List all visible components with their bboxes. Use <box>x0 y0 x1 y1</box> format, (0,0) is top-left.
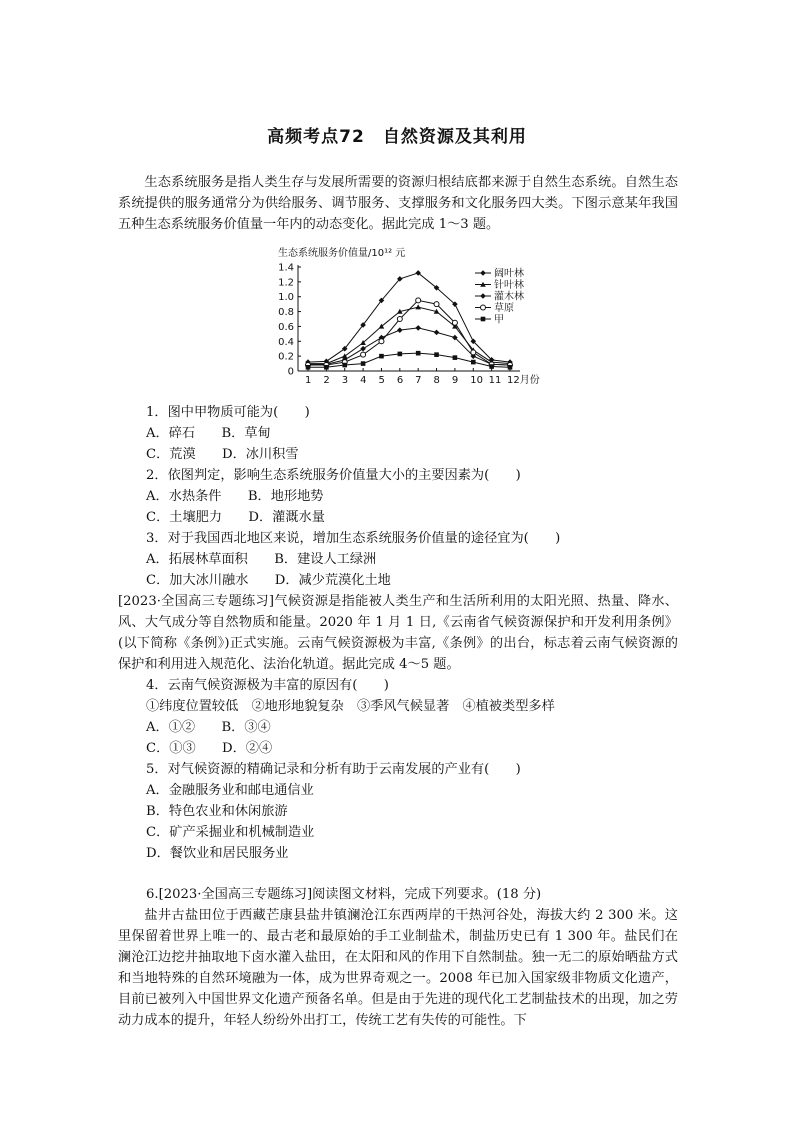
chart-title: 生态系统服务价值量/10¹² 元 <box>278 248 406 259</box>
q4-statements: ①纬度位置较低 ②地形地貌复杂 ③季风气候显著 ④植被类型多样 <box>146 699 555 714</box>
q3-stem: 3．对于我国西北地区来说，增加生态系统服务价值量的途径宜为( ) <box>146 531 561 546</box>
legend-label: 草原 <box>494 303 514 314</box>
service-value-chart <box>270 243 560 393</box>
q5-option-c: C．矿产采掘业和机械制造业 <box>146 825 315 840</box>
x-tick-label: 8 <box>433 375 440 386</box>
intro-paragraph-2: [2023·全国高三专题练习]气候资源是指能被人类生产和生活所利用的太阳光照、热量、降水、风、大气成分等自然物质和能量。2020 年 1 月 1 日,《云南省气候资源保护和开发利用条例》(以下简称《条例》)正式实施。云南气候资源极为丰富,《条例》的出台，标志着云南气候资源的保护和利用进入规范化、法治化轨道。据此完成 4～5 题。 <box>118 594 678 672</box>
x-tick-label: 12月份 <box>507 375 540 386</box>
y-tick-label: 0.8 <box>278 307 294 319</box>
y-tick-label: 1.0 <box>278 292 294 304</box>
q4-options-cd: C．①③ D．②④ <box>146 741 273 756</box>
x-tick-label: 11 <box>488 375 502 386</box>
data-point <box>361 352 366 357</box>
legend-label: 针叶林 <box>494 280 524 291</box>
q1-stem: 1．图中甲物质可能为( ) <box>146 405 310 420</box>
data-point <box>379 339 384 344</box>
series-line-5 <box>308 353 510 367</box>
data-point <box>434 352 439 357</box>
x-tick-label: 2 <box>323 375 330 386</box>
data-point <box>471 350 476 355</box>
legend-label: 阔叶林 <box>494 268 524 280</box>
q5-option-a: A．金融服务业和邮电通信业 <box>146 783 314 798</box>
data-point <box>379 354 384 359</box>
data-point <box>342 363 347 368</box>
data-point <box>489 364 494 369</box>
q3-options-cd: C．加大冰川融水 D．减少荒漠化土地 <box>146 573 391 588</box>
data-point <box>416 298 421 303</box>
q5-option-d: D．餐饮业和居民服务业 <box>146 846 289 861</box>
data-point <box>453 355 458 360</box>
y-tick-label: 0 <box>287 366 294 378</box>
data-point <box>415 325 421 331</box>
data-point <box>434 302 439 307</box>
data-point <box>306 365 311 370</box>
x-tick-label: 3 <box>341 375 349 386</box>
series-line-2 <box>308 307 510 363</box>
x-tick-label: 4 <box>360 375 367 386</box>
page-title: 高频考点72 自然资源及其利用 <box>267 127 527 147</box>
data-point <box>324 365 329 370</box>
legend-marker <box>480 270 486 276</box>
data-point <box>361 361 366 366</box>
y-tick-label: 0.4 <box>278 336 294 348</box>
intro-paragraph-1: 生态系统服务是指人类生存与发展所需要的资源归根结底都来源于自然生态系统。自然生态系统提供的服务通常分为供给服务、调节服务、支撑服务和文化服务四大类。下图示意某年我国五种生态系统服务价值量一年内的动态变化。据此完成 1～3 题。 <box>118 175 678 232</box>
data-point <box>452 320 457 325</box>
data-point <box>398 352 403 357</box>
q6-material: 盐井古盐田位于西藏芒康县盐井镇澜沧江东西两岸的干热河谷处，海拔大约 2 300 米。这里保留着世界上唯一的、最古老和最原始的手工业制盐术，制盐历史已有 1 300 年。盐民们在澜沧江边挖井抽取地下卤水灌入盐田，在太阳和风的作用下自然制盐。独一无二的原始晒盐方式和当地特殊的自然环境融为一体，成为世界奇观之一。2008 年已加入国家级非物质文化遗产，目前已被列入中国世界文化遗产预备名单。但是由于先进的现代化工艺制盐技术的出现，加之劳动力成本的提升，年轻人纷纷外出打工，传统工艺有失传的可能性。下 <box>118 908 678 1028</box>
data-point <box>397 317 402 322</box>
q2-options-cd: C．土壤肥力 D．灌溉水量 <box>146 510 325 525</box>
line-chart <box>270 243 560 393</box>
y-tick-label: 0.6 <box>278 321 294 333</box>
q2-options-ab: A．水热条件 B．地形地势 <box>146 489 324 504</box>
x-tick-label: 10 <box>470 375 484 386</box>
q1-options-ab: A．碎石 B．草甸 <box>146 426 271 441</box>
data-point <box>416 351 421 356</box>
q4-stem: 4．云南气候资源极为丰富的原因有( ) <box>146 678 389 693</box>
x-tick-label: 1 <box>305 375 312 386</box>
q1-options-cd: C．荒漠 D．冰川积雪 <box>146 447 299 462</box>
data-point <box>397 327 403 333</box>
legend-label: 灌木林 <box>494 291 524 303</box>
legend-marker <box>480 293 486 299</box>
y-tick-label: 1.4 <box>278 262 294 274</box>
data-point <box>434 330 440 336</box>
x-tick-label: 6 <box>396 375 404 386</box>
legend-marker <box>481 305 486 310</box>
data-point <box>508 365 513 370</box>
x-tick-label: 5 <box>378 375 385 386</box>
series-line-1 <box>308 273 510 362</box>
x-tick-label: 7 <box>415 375 422 386</box>
q5-option-b: B．特色农业和休闲旅游 <box>146 804 288 819</box>
legend-marker <box>481 317 486 322</box>
data-point <box>415 304 421 309</box>
data-point <box>471 360 476 365</box>
y-tick-label: 0.2 <box>278 351 294 363</box>
q5-stem: 5．对气候资源的精确记录和分析有助于云南发展的产业有( ) <box>146 762 521 777</box>
q6-heading: 6.[2023·全国高三专题练习]阅读图文材料，完成下列要求。(18 分) <box>146 887 542 902</box>
q4-options-ab: A．①② B．③④ <box>146 720 271 735</box>
series-line-3 <box>308 328 510 365</box>
data-point <box>360 346 366 352</box>
y-tick-label: 1.2 <box>278 277 294 289</box>
q2-stem: 2．依图判定，影响生态系统服务价值量大小的主要因素为( ) <box>146 468 521 483</box>
q3-options-ab: A．拓展林草面积 B．建设人工绿洲 <box>146 552 377 567</box>
x-tick-label: 9 <box>451 375 459 386</box>
legend-label: 甲 <box>494 314 504 326</box>
series-line-4 <box>308 300 510 365</box>
